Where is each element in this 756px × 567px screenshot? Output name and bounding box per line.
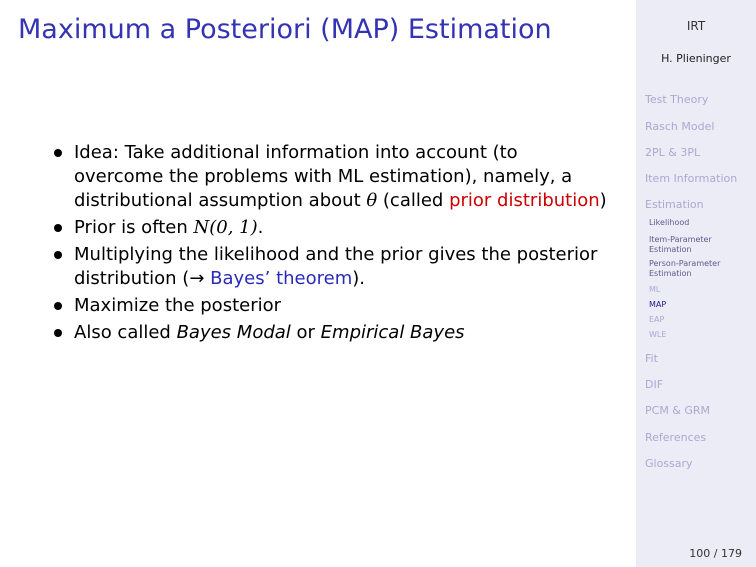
bullet-also-called-text: Also called bbox=[74, 322, 177, 343]
sidebar-sub-eap[interactable]: EAP bbox=[649, 315, 665, 324]
bullet-prior bbox=[52, 216, 612, 240]
bullet-dot-icon bbox=[54, 149, 62, 157]
theta-symbol: θ bbox=[366, 190, 378, 211]
sidebar-sub-item-parameter[interactable]: Item-Parameter bbox=[649, 235, 712, 244]
sidebar-author[interactable]: H. Plieninger bbox=[661, 52, 731, 65]
bullet-maximize bbox=[52, 294, 612, 318]
page-number: 100 / 179 bbox=[689, 547, 742, 560]
bullet-maximize-text: Maximize the posterior bbox=[74, 295, 282, 316]
bullet-idea-text: Idea: Take additional information into account (to overcome the problems with ML estimation), namely, a distributional assumption about bbox=[74, 142, 573, 211]
navigation-sidebar bbox=[636, 0, 756, 567]
sidebar-sub-person-parameter[interactable]: Person-Parameter bbox=[649, 259, 721, 268]
bullet-idea-end: ) bbox=[599, 190, 607, 211]
bullet-dot-icon bbox=[54, 302, 62, 310]
bayes-modal-term: Bayes Modal bbox=[176, 322, 291, 343]
sidebar-item-references[interactable]: References bbox=[645, 431, 707, 444]
normal-distribution-math: N(0, 1) bbox=[193, 217, 258, 238]
bullet-list bbox=[52, 141, 612, 348]
bullet-dot-icon bbox=[54, 251, 62, 259]
sidebar-item-rasch-model[interactable]: Rasch Model bbox=[645, 120, 715, 133]
sidebar-sub-item-parameter-estimation[interactable]: Estimation bbox=[649, 245, 692, 254]
sidebar-item-item-information[interactable]: Item Information bbox=[645, 172, 738, 185]
bullet-also-called-or: or bbox=[290, 322, 321, 343]
bullet-multiply-end: ). bbox=[352, 268, 365, 289]
bullet-also-called bbox=[52, 321, 612, 345]
bayes-theorem-link[interactable]: Bayes’ theorem bbox=[204, 268, 353, 289]
bullet-multiply bbox=[52, 243, 612, 291]
sidebar-item-test-theory[interactable]: Test Theory bbox=[645, 93, 709, 106]
sidebar-sub-likelihood[interactable]: Likelihood bbox=[649, 218, 690, 227]
bullet-idea bbox=[52, 141, 612, 213]
sidebar-sub-person-parameter-estimation[interactable]: Estimation bbox=[649, 269, 692, 278]
arrow-icon: → bbox=[189, 268, 205, 289]
sidebar-sub-map[interactable]: MAP bbox=[649, 300, 667, 309]
sidebar-item-fit[interactable]: Fit bbox=[645, 352, 658, 365]
sidebar-item-pcm-grm[interactable]: PCM & GRM bbox=[645, 404, 711, 417]
sidebar-sub-ml[interactable]: ML bbox=[649, 285, 661, 294]
prior-distribution-term: prior distribution bbox=[449, 190, 600, 211]
bullet-multiply-text: Multiplying the likelihood and the prior gives the posterior distribution ( bbox=[74, 244, 598, 289]
sidebar-presentation-title[interactable]: IRT bbox=[686, 19, 706, 33]
bullet-prior-end: . bbox=[257, 217, 264, 238]
sidebar-item-dif[interactable]: DIF bbox=[645, 378, 664, 391]
sidebar-item-estimation[interactable]: Estimation bbox=[645, 198, 704, 211]
sidebar-item-glossary[interactable]: Glossary bbox=[645, 457, 693, 470]
sidebar-sub-wle[interactable]: WLE bbox=[649, 330, 667, 339]
bullet-prior-text: Prior is often bbox=[74, 217, 194, 238]
bullet-dot-icon bbox=[54, 224, 62, 232]
slide-title: Maximum a Posteriori (MAP) Estimation bbox=[18, 14, 552, 45]
bullet-dot-icon bbox=[54, 329, 62, 337]
sidebar-item-2pl-3pl[interactable]: 2PL & 3PL bbox=[645, 146, 701, 159]
empirical-bayes-term: Empirical Bayes bbox=[320, 322, 465, 343]
bullet-idea-mid: (called bbox=[377, 190, 450, 211]
